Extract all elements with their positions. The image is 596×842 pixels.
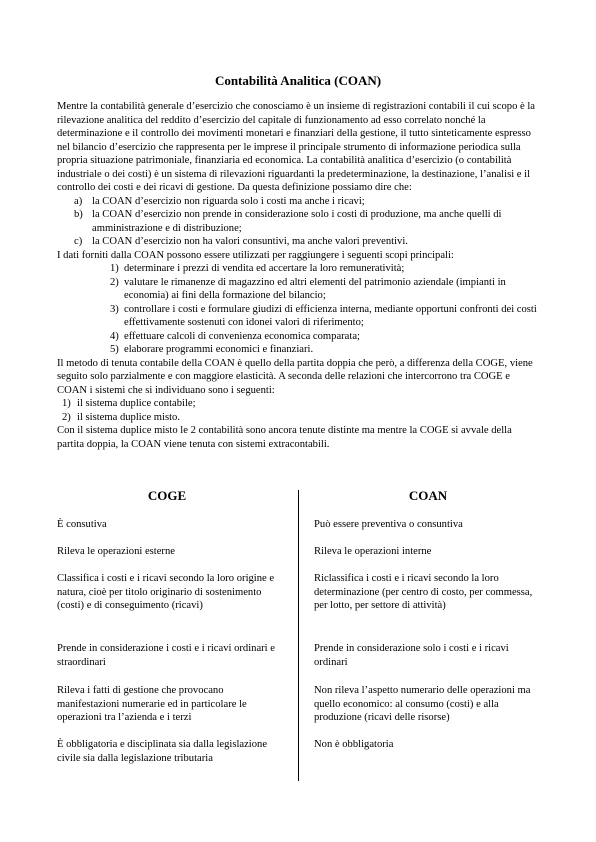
list-item: 2) valutare le rimanenze di magazzino ed altri elementi del patrimonio aziendale (impianti in economia) ai fini della formazione del bilancio; xyxy=(110,276,506,301)
definition-list xyxy=(57,195,541,249)
coan-cell: Riclassifica i costi e i ricavi secondo la loro determinazione (per centro di costo, per commessa, per lotto, per settore di attività) xyxy=(314,573,533,611)
coan-column xyxy=(314,488,544,750)
list-item: 3) controllare i costi e formulare giudizi di efficienza interna, mediante opportuni confronti dei costi effettivamente sostenuti con idonei valori di riferimento; xyxy=(110,303,537,328)
list-item: b) la COAN d’esercizio non prende in considerazione solo i costi di produzione, ma anche quelli di amministrazione e di distribuzione; xyxy=(74,209,502,234)
list-item: 1) il sistema duplice contabile; xyxy=(62,398,196,409)
list-item: a) la COAN d’esercizio non riguarda solo i costi ma anche i ricavi; xyxy=(74,195,365,207)
coan-cell: Non rileva l’aspetto numerario delle operazioni ma quello economico: al consumo (costi) e alla produzione (ricavi delle risorse) xyxy=(314,685,531,723)
list-item: 2) il sistema duplice misto. xyxy=(62,411,180,423)
coan-heading: COAN xyxy=(408,488,448,503)
systems-list xyxy=(57,397,541,424)
column-divider xyxy=(298,490,299,781)
list-item: c) la COAN d’esercizio non ha valori consuntivi, ma anche valori preventivi. xyxy=(74,236,408,247)
coge-column xyxy=(57,488,277,764)
list-item: 5) elaborare programmi economici e finanziari. xyxy=(110,344,314,355)
coge-cell: Prende in considerazione i costi e i ricavi ordinari e straordinari xyxy=(57,643,275,668)
scopes-intro: I dati forniti dalla COAN possono essere utilizzati per raggiungere i seguenti scopi principali: xyxy=(57,249,454,261)
coan-cell: Rileva le operazioni interne xyxy=(314,546,432,557)
coge-heading: COGE xyxy=(147,488,187,503)
coan-cell: Può essere preventiva o consuntiva xyxy=(314,519,463,530)
list-item: 4) effettuare calcoli di convenienza economica comparata; xyxy=(110,330,360,342)
coge-cell: È consutiva xyxy=(57,519,107,530)
coge-cell: Rileva le operazioni esterne xyxy=(57,546,175,557)
document-body xyxy=(57,100,541,451)
closing-paragraph: Con il sistema duplice misto le 2 contabilità sono ancora tenute distinte ma mentre la COGE si avvale della partita doppia, la COAN viene tenuta con sistemi extracontabili. xyxy=(57,425,512,450)
coan-cell: Non è obbligatoria xyxy=(314,739,394,750)
intro-paragraph: Mentre la contabilità generale d’esercizio che conosciamo è un insieme di registrazioni contabili il cui scopo è la rilevazione analitica del reddito d’esercizio del capitale di funzionamento ad esso correlato nonché la determinazione e il controllo dei movimenti monetari e finanziari della gestione, il tutto sinteticamente espresso nel bilancio d’esercizio che rappresenta per le imprese il principale strumento di informazione periodica sulla propria situazione patrimoniale, finanziaria ed economica. La contabilità analitica d’esercizio (o contabilità industriale o dei costi) è un sistema di rilevazioni riguardanti la predeterminazione, la destinazione, l’analisi e il controllo dei costi e dei ricavi di gestione. Da questa definizione possiamo dire che: xyxy=(57,101,536,193)
comparison-table xyxy=(57,488,544,783)
method-paragraph: Il metodo di tenuta contabile della COAN è quello della partita doppia che però, a differenza della COGE, viene seguito solo parzialmente e con maggiore elasticità. A seconda delle relazioni che intercorrono tra COGE e COAN i sistemi che si individuano sono i seguenti: xyxy=(57,357,533,396)
coge-cell: Classifica i costi e i ricavi secondo la loro origine e natura, cioè per titolo originario di sostenimento (costi) e di conseguimento (ricavi) xyxy=(57,573,275,611)
coge-cell: Rileva i fatti di gestione che provocano manifestazioni numerarie ed in particolare le operazioni tra l’azienda e i terzi xyxy=(57,685,247,723)
list-item: 1) determinare i prezzi di vendita ed accertare la loro remuneratività; xyxy=(110,263,405,274)
page-title: Contabilità Analitica (COAN) xyxy=(214,73,382,88)
scopes-list xyxy=(57,262,541,357)
coan-cell: Prende in considerazione solo i costi e i ricavi ordinari xyxy=(314,643,509,668)
coge-cell: È obbligatoria e disciplinata sia dalla legislazione civile sia dalla legislazione tributaria xyxy=(57,739,268,764)
